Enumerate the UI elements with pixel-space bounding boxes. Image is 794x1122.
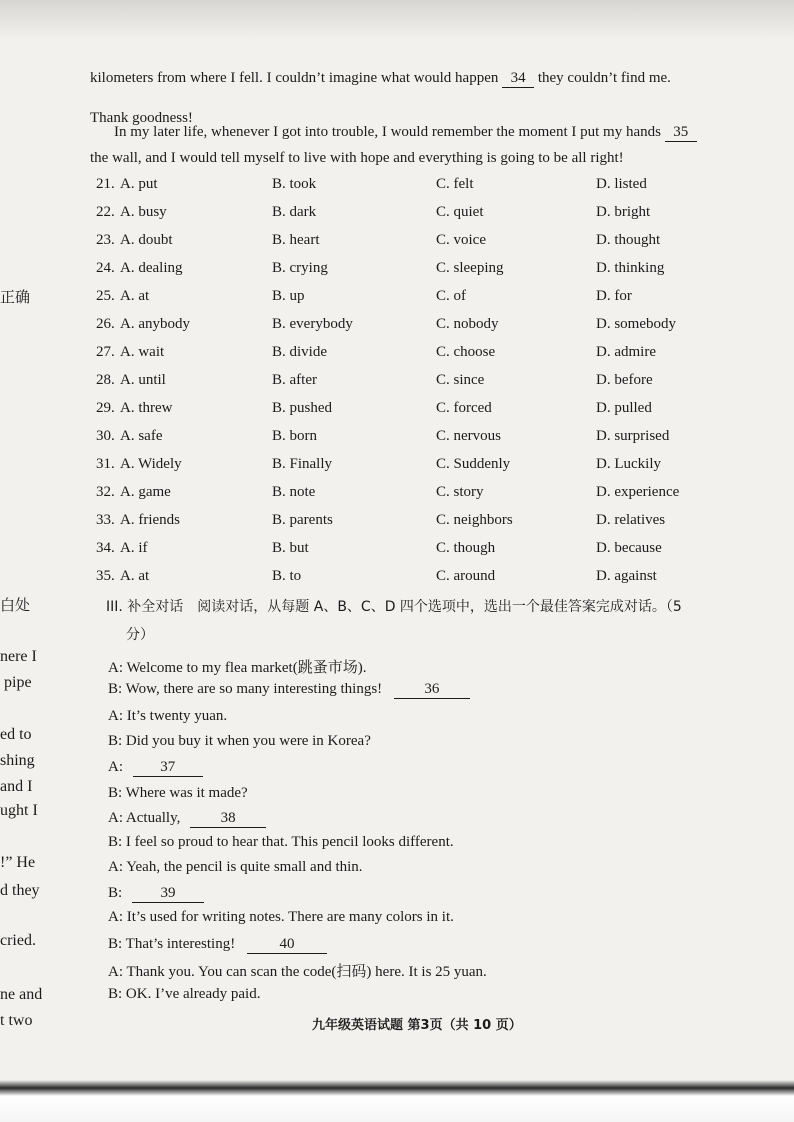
question-number: 30. — [96, 428, 115, 444]
dialog-text: A: Welcome to my flea market(跳蚤市场). — [108, 660, 367, 676]
dialog-text: A: It’s twenty yuan. — [108, 708, 228, 724]
margin-fragment: cried. — [0, 932, 36, 949]
question-number: 23. — [96, 232, 115, 248]
dialog-line — [108, 681, 470, 699]
question-number: 24. — [96, 260, 115, 276]
option-c: C. neighbors — [436, 512, 513, 528]
margin-fragment: and I — [0, 778, 33, 795]
option-a: A. busy — [120, 204, 167, 220]
option-c: C. felt — [436, 176, 474, 192]
option-b: B. heart — [272, 232, 320, 248]
option-a: A. Widely — [120, 456, 182, 472]
option-a: A. safe — [120, 428, 163, 444]
question-row — [96, 484, 736, 512]
dialog-text: A: Yeah, the pencil is quite small and thin. — [108, 859, 363, 875]
dialog-line — [108, 909, 454, 926]
option-c: C. choose — [436, 344, 496, 360]
option-b: B. but — [272, 540, 309, 556]
passage-line — [114, 124, 697, 142]
scan-shadow-top — [0, 0, 794, 40]
question-row — [96, 316, 736, 344]
margin-fragment: ne and — [0, 986, 43, 1003]
option-a: A. wait — [120, 344, 165, 360]
option-c: C. though — [436, 540, 496, 556]
option-d: D. experience — [596, 484, 680, 500]
margin-fragment: shing — [0, 752, 35, 769]
dialog-line — [108, 859, 363, 876]
option-c: C. forced — [436, 400, 492, 416]
option-a: A. friends — [120, 512, 180, 528]
margin-fragment: nere I — [0, 648, 37, 665]
margin-fragment: !” He — [0, 854, 36, 871]
option-b: B. took — [272, 176, 317, 192]
question-row — [96, 344, 736, 372]
option-b: B. note — [272, 484, 316, 500]
question-row — [96, 260, 736, 288]
dialog-text: A: Thank you. You can scan the code(扫码) here. It is 25 yuan. — [108, 964, 487, 980]
blank-34: 34 — [502, 70, 534, 88]
dialog-line — [108, 810, 266, 828]
option-a: A. if — [120, 540, 148, 556]
option-c: C. since — [436, 372, 485, 388]
dialog-line — [108, 986, 260, 1003]
option-a: A. doubt — [120, 232, 173, 248]
option-d: D. against — [596, 568, 657, 584]
dialog-line — [108, 656, 366, 677]
option-d: D. bright — [596, 204, 651, 220]
option-c: C. sleeping — [436, 260, 504, 276]
option-a: A. dealing — [120, 260, 183, 276]
dialog-text: A: Actually, — [108, 810, 181, 826]
previous-page-margin — [0, 0, 46, 1080]
question-row — [96, 568, 736, 596]
dialog-text: B: Did you buy it when you were in Korea? — [108, 733, 371, 749]
margin-fragment: 白处 — [0, 596, 31, 614]
option-d: D. because — [596, 540, 662, 556]
option-d: D. listed — [596, 176, 647, 192]
dialog-text: B: Where was it made? — [108, 785, 248, 801]
dialog-line — [108, 960, 487, 981]
question-number: 25. — [96, 288, 115, 304]
option-c: C. story — [436, 484, 484, 500]
dialog-text: B: Wow, there are so many interesting things! — [108, 681, 383, 697]
question-row — [96, 456, 736, 484]
passage-text: they couldn’t find me. — [537, 70, 671, 86]
question-number: 21. — [96, 176, 115, 192]
section-title: III. 补全对话 阅读对话，从每题 A、B、C、D 四个选项中，选出一个最佳答案完成对话。（5 — [106, 599, 682, 615]
dialog-text: B: I feel so proud to hear that. This pencil looks different. — [108, 834, 454, 850]
option-a: A. game — [120, 484, 171, 500]
question-row — [96, 400, 736, 428]
option-d: D. pulled — [596, 400, 652, 416]
blank-40: 40 — [247, 936, 327, 954]
dialog-line — [108, 834, 454, 851]
question-row — [96, 428, 736, 456]
margin-fragment: ught I — [0, 802, 38, 819]
question-number: 29. — [96, 400, 115, 416]
dialog-text: A: — [108, 759, 123, 775]
dialog-line — [108, 708, 227, 725]
blank-39: 39 — [132, 885, 204, 903]
passage-line: the wall, and I would tell myself to live with hope and everything is going to be all right! — [90, 150, 624, 166]
option-a: A. threw — [120, 400, 173, 416]
question-number: 34. — [96, 540, 115, 556]
margin-fragment: ed to — [0, 726, 32, 743]
margin-fragment: d they — [0, 882, 40, 899]
page-footer: 九年级英语试题 第3页（共 10 页） — [312, 1018, 522, 1033]
option-d: D. surprised — [596, 428, 670, 444]
option-a: A. at — [120, 568, 150, 584]
option-d: D. for — [596, 288, 632, 304]
option-d: D. admire — [596, 344, 656, 360]
passage-text: In my later life, whenever I got into trouble, I would remember the moment I put my hands — [114, 124, 661, 140]
question-number: 27. — [96, 344, 115, 360]
option-b: B. everybody — [272, 316, 353, 332]
option-c: C. Suddenly — [436, 456, 511, 472]
question-row — [96, 540, 736, 568]
blank-35: 35 — [665, 124, 697, 142]
dialog-line — [108, 759, 203, 777]
question-row — [96, 232, 736, 260]
question-row — [96, 512, 736, 540]
option-c: C. quiet — [436, 204, 484, 220]
dialog-line — [108, 936, 327, 954]
passage-line — [90, 70, 671, 88]
question-number: 32. — [96, 484, 115, 500]
option-b: B. divide — [272, 344, 327, 360]
question-number: 22. — [96, 204, 115, 220]
option-d: D. thinking — [596, 260, 665, 276]
dialog-text: A: It’s used for writing notes. There are many colors in it. — [108, 909, 454, 925]
option-d: D. Luckily — [596, 456, 661, 472]
option-c: C. of — [436, 288, 466, 304]
question-row — [96, 176, 736, 204]
option-d: D. before — [596, 372, 653, 388]
question-row — [96, 288, 736, 316]
option-b: B. born — [272, 428, 317, 444]
blank-38: 38 — [190, 810, 266, 828]
dialog-text: B: That’s interesting! — [108, 936, 236, 952]
dialog-line — [108, 885, 204, 903]
option-a: A. anybody — [120, 316, 190, 332]
question-number: 28. — [96, 372, 115, 388]
passage-text: kilometers from where I fell. I couldn’t imagine what would happen — [90, 70, 499, 86]
option-b: B. dark — [272, 204, 317, 220]
option-b: B. pushed — [272, 400, 332, 416]
section-title-continued: 分） — [126, 627, 154, 643]
question-number: 31. — [96, 456, 115, 472]
option-b: B. to — [272, 568, 302, 584]
option-b: B. parents — [272, 512, 333, 528]
option-d: D. somebody — [596, 316, 676, 332]
passage-line: Thank goodness! — [90, 110, 193, 126]
dialog-text: B: — [108, 885, 123, 901]
option-a: A. at — [120, 288, 150, 304]
option-a: A. put — [120, 176, 158, 192]
option-b: B. crying — [272, 260, 328, 276]
question-row — [96, 372, 736, 400]
margin-fragment: 正确 — [0, 288, 31, 306]
margin-fragment: pipe — [4, 674, 32, 691]
dialog-line — [108, 785, 248, 802]
option-b: B. Finally — [272, 456, 333, 472]
question-number: 26. — [96, 316, 115, 332]
dialog-line — [108, 733, 371, 750]
option-b: B. after — [272, 372, 317, 388]
option-c: C. voice — [436, 232, 486, 248]
option-d: D. relatives — [596, 512, 666, 528]
blank-37: 37 — [133, 759, 203, 777]
option-d: D. thought — [596, 232, 661, 248]
option-c: C. nervous — [436, 428, 501, 444]
question-row — [96, 204, 736, 232]
question-number: 33. — [96, 512, 115, 528]
dialog-text: B: OK. I’ve already paid. — [108, 986, 261, 1002]
option-c: C. nobody — [436, 316, 499, 332]
scan-shadow-bottom — [0, 1080, 794, 1122]
question-number: 35. — [96, 568, 115, 584]
option-c: C. around — [436, 568, 496, 584]
option-a: A. until — [120, 372, 166, 388]
margin-fragment: t two — [0, 1012, 33, 1029]
blank-36: 36 — [394, 681, 470, 699]
option-b: B. up — [272, 288, 305, 304]
